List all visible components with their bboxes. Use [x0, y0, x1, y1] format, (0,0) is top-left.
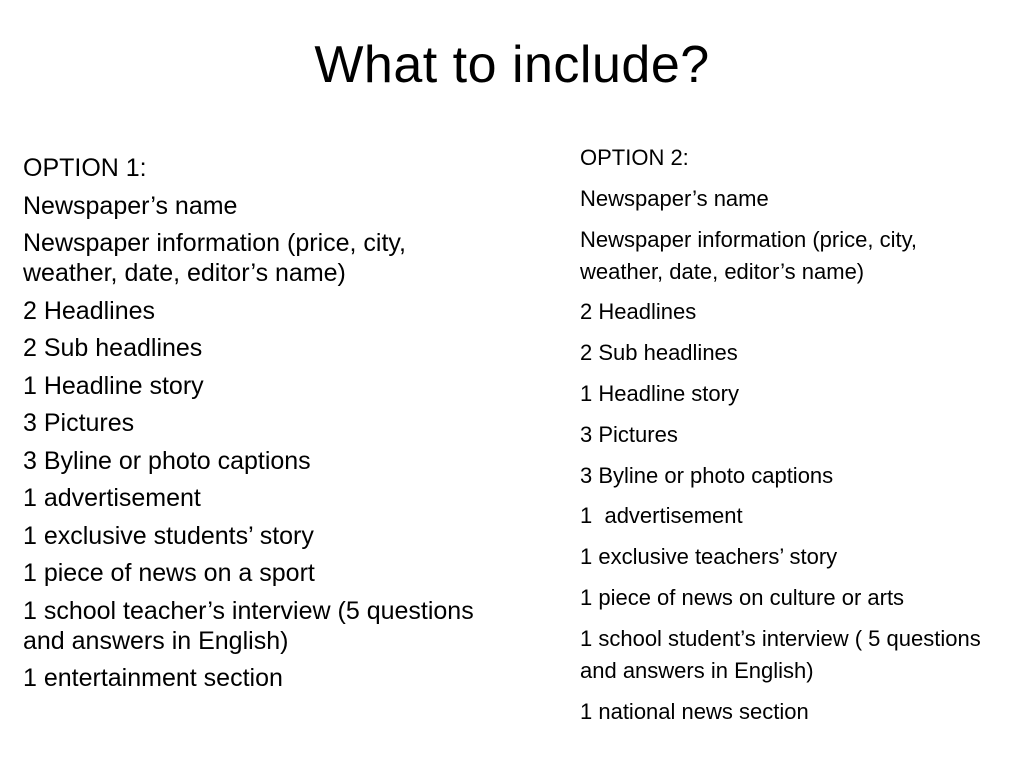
- option-2-item: 1 national news section: [580, 698, 809, 724]
- option-2-item: 1 school student’s interview ( 5 questions and answers in English): [580, 625, 981, 683]
- option-2-item: 1 piece of news on culture or arts: [580, 584, 905, 610]
- option-2-list: [580, 142, 1000, 736]
- option-1-item: 1 Headline story: [23, 371, 204, 400]
- option-2-item: 3 Pictures: [580, 421, 678, 447]
- option-1-item: Newspaper’s name: [23, 191, 238, 220]
- option-2-item: 2 Sub headlines: [580, 340, 738, 366]
- option-2-item: 3 Byline or photo captions: [580, 462, 834, 488]
- option-1-heading: OPTION 1:: [23, 154, 147, 182]
- option-1-item: 3 Pictures: [23, 409, 135, 437]
- option-1-item: 1 entertainment section: [23, 664, 283, 692]
- option-2-item: 1 advertisement: [580, 503, 743, 529]
- option-1-item: 3 Byline or photo captions: [23, 446, 311, 475]
- option-1-item: 1 school teacher’s interview (5 questions and answers in English): [23, 596, 474, 655]
- option-1-item: 1 advertisement: [23, 484, 201, 512]
- option-1-item: 2 Headlines: [23, 296, 156, 325]
- option-2-item: Newspaper information (price, city, weather, date, editor’s name): [580, 226, 918, 284]
- slide-title: What to include?: [314, 36, 710, 94]
- option-1-item: 2 Sub headlines: [23, 334, 203, 362]
- option-1-item: 1 piece of news on a sport: [23, 559, 315, 587]
- option-2-item: Newspaper’s name: [580, 185, 769, 211]
- option-1-item: 1 exclusive students’ story: [23, 521, 314, 550]
- option-1-item: Newspaper information (price, city, weather, date, editor’s name): [23, 229, 407, 287]
- option-2-item: 1 Headline story: [580, 380, 739, 406]
- option-1-list: [23, 153, 483, 701]
- option-2-item: 1 exclusive teachers’ story: [580, 544, 838, 570]
- option-2-item: 2 Headlines: [580, 299, 697, 325]
- option-2-heading: OPTION 2:: [580, 145, 689, 170]
